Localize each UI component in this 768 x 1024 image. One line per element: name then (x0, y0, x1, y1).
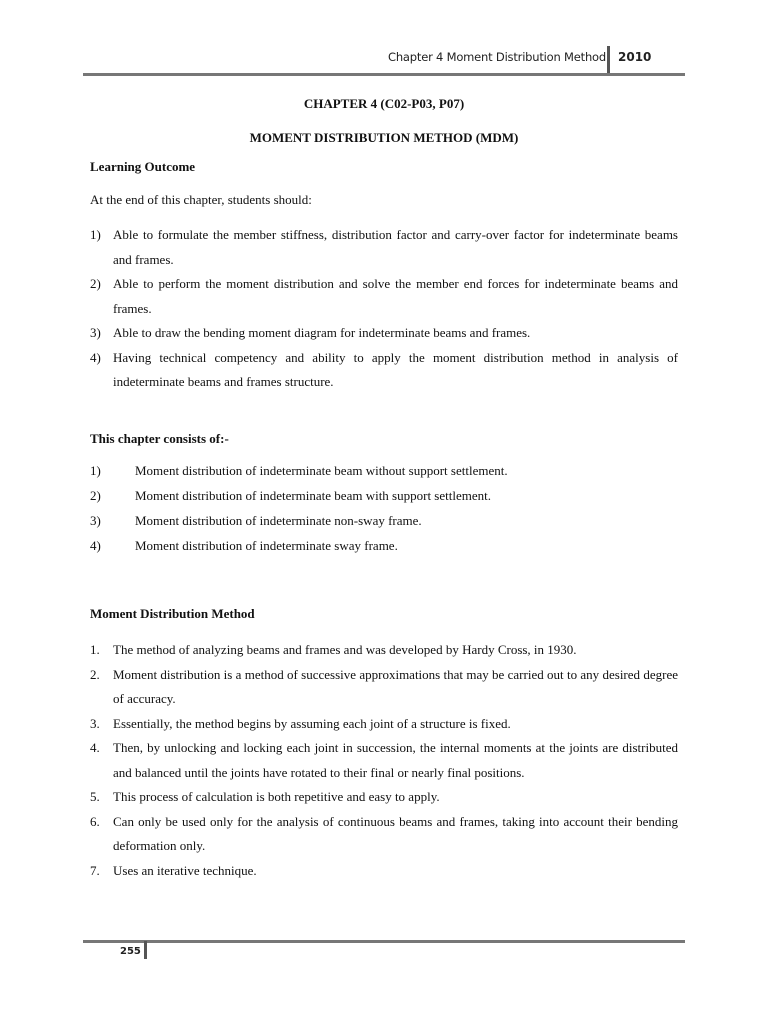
list-item (90, 785, 678, 810)
list-item (90, 663, 678, 712)
list-item-number: 2) (90, 276, 101, 291)
list-item-number: 4. (90, 740, 100, 755)
list-item-number: 1) (90, 463, 101, 478)
list-item-text: Moment distribution of indeterminate non-sway frame. (135, 513, 422, 528)
list-item-number: 6. (90, 813, 100, 829)
list-item-text: Able to formulate the member stiffness, distribution factor and carry-over factor for indeterminate beams and frames. (113, 227, 678, 267)
list-item (90, 810, 678, 859)
chapter-subject: MOMENT DISTRIBUTION METHOD (MDM) (249, 130, 519, 145)
footer-rule (83, 940, 685, 943)
list-item-text: Essentially, the method begins by assuming each joint of a structure is fixed. (113, 715, 511, 731)
list-item-number: 5. (90, 789, 100, 804)
running-header-title: Chapter 4 Moment Distribution Method (388, 50, 606, 64)
list-item-text: This process of calculation is both repetitive and easy to apply. (113, 789, 440, 804)
chapter-title: CHAPTER 4 (C02-P03, P07) (303, 96, 465, 111)
list-item-number: 4) (90, 349, 101, 365)
footer-divider (144, 941, 147, 959)
list-item-text: Moment distribution of indeterminate sway frame. (135, 538, 398, 553)
learning-outcome-heading: Learning Outcome (90, 159, 196, 174)
list-item-text: Then, by unlocking and locking each joint in succession, the internal moments at the joints are distributed and balanced until the joints have rotated to their final or nearly final positions. (113, 740, 678, 780)
list-item-number: 4) (90, 538, 101, 553)
header-rule (83, 73, 685, 76)
list-item (90, 272, 678, 321)
list-item (90, 483, 508, 508)
list-item (90, 458, 508, 483)
list-item-text: Uses an iterative technique. (113, 862, 257, 878)
list-item (90, 712, 678, 737)
list-item-number: 1) (90, 227, 101, 242)
list-item (90, 321, 678, 346)
list-item-text: The method of analyzing beams and frames and was developed by Hardy Cross, in 1930. (113, 642, 577, 657)
header-divider (607, 46, 610, 73)
list-item-number: 1. (90, 642, 100, 657)
running-header-year: 2010 (618, 50, 652, 64)
list-item (90, 508, 508, 533)
list-item-number: 3. (90, 715, 100, 731)
list-item (90, 859, 678, 884)
list-item (90, 346, 678, 395)
list-item (90, 736, 678, 785)
learning-outcome-intro: At the end of this chapter, students should: (90, 192, 312, 207)
list-item (90, 533, 508, 558)
list-item-text: Able to perform the moment distribution and solve the member end forces for indeterminate beams and frames. (113, 276, 678, 316)
list-item-text: Moment distribution of indeterminate beam without support settlement. (135, 463, 508, 478)
list-item (90, 223, 678, 272)
list-item-number: 2. (90, 666, 100, 682)
list-item-number: 3) (90, 325, 101, 340)
mdm-heading: Moment Distribution Method (90, 606, 255, 621)
page-number: 255 (120, 946, 141, 957)
chapter-contents-heading: This chapter consists of:- (90, 431, 229, 446)
list-item-number: 2) (90, 488, 101, 503)
list-item-text: Having technical competency and ability to apply the moment distribution method in analysis of indeterminate beams and frames structure. (113, 349, 678, 389)
list-item-text: Able to draw the bending moment diagram for indeterminate beams and frames. (113, 325, 531, 340)
list-item-text: Can only be used only for the analysis of continuous beams and frames, taking into account their bending deformation only. (113, 813, 678, 853)
list-item-text: Moment distribution is a method of successive approximations that may be carried out to any desired degree of accuracy. (113, 666, 678, 706)
chapter-contents-list (90, 458, 508, 558)
list-item-number: 3) (90, 513, 101, 528)
mdm-list (90, 638, 678, 883)
list-item-number: 7. (90, 862, 100, 878)
list-item (90, 638, 678, 663)
list-item-text: Moment distribution of indeterminate beam with support settlement. (135, 488, 491, 503)
learning-outcome-list (90, 223, 678, 395)
